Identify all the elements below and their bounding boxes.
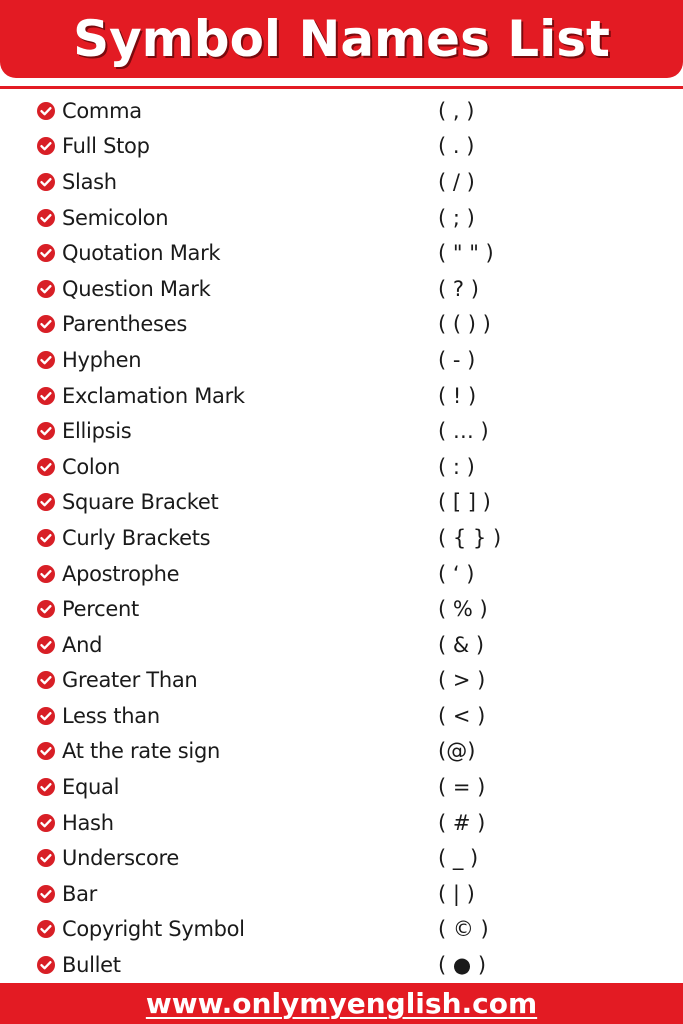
symbol-glyph: ( | ) <box>438 881 475 906</box>
list-item <box>0 947 683 983</box>
symbol-glyph: ( < ) <box>438 703 486 728</box>
list-item <box>0 129 683 165</box>
check-circle-icon <box>37 458 55 476</box>
check-circle-icon <box>37 565 55 583</box>
page-title: Symbol Names List <box>73 10 610 68</box>
check-circle-icon <box>37 387 55 405</box>
symbol-glyph: ( … ) <box>438 419 489 444</box>
list-item <box>0 876 683 912</box>
check-circle-icon <box>37 920 55 938</box>
symbol-glyph: ( ! ) <box>438 383 477 408</box>
list-item <box>0 485 683 521</box>
symbol-glyph: ( { } ) <box>438 525 502 550</box>
symbol-name: Less than <box>62 703 160 728</box>
list-item <box>0 378 683 414</box>
list-item <box>0 769 683 805</box>
list-item <box>0 200 683 236</box>
header-banner <box>0 0 683 78</box>
check-circle-icon <box>37 493 55 511</box>
list-item <box>0 307 683 343</box>
check-circle-icon <box>37 280 55 298</box>
list-item <box>0 591 683 627</box>
symbol-name: Percent <box>62 597 139 622</box>
symbol-glyph: ( . ) <box>438 134 475 159</box>
symbol-name: Bar <box>62 881 98 906</box>
symbol-name: Underscore <box>62 846 179 871</box>
symbol-name: And <box>62 632 103 657</box>
list-item <box>0 627 683 663</box>
symbol-name: Quotation Mark <box>62 241 221 266</box>
check-circle-icon <box>37 814 55 832</box>
list-item <box>0 93 683 129</box>
list-item <box>0 556 683 592</box>
website-link[interactable]: www.onlymyenglish.com <box>145 987 538 1020</box>
list-item <box>0 663 683 699</box>
symbol-glyph: ( " " ) <box>438 241 494 266</box>
check-circle-icon <box>37 636 55 654</box>
check-circle-icon <box>37 885 55 903</box>
symbol-name: Copyright Symbol <box>62 917 245 942</box>
list-item <box>0 840 683 876</box>
check-circle-icon <box>37 529 55 547</box>
symbol-glyph: ( & ) <box>438 632 485 657</box>
list-item <box>0 912 683 948</box>
symbol-glyph: ( _ ) <box>438 846 479 871</box>
symbol-name: Parentheses <box>62 312 187 337</box>
check-circle-icon <box>37 173 55 191</box>
symbol-name: Question Mark <box>62 276 211 301</box>
symbol-glyph: ( - ) <box>438 347 476 372</box>
symbol-glyph: (@) <box>438 739 476 764</box>
list-item <box>0 805 683 841</box>
check-circle-icon <box>37 209 55 227</box>
symbol-name: Colon <box>62 454 121 479</box>
symbol-glyph: ( ( ) ) <box>438 312 491 337</box>
list-item <box>0 520 683 556</box>
symbol-glyph: ( © ) <box>438 917 489 942</box>
symbol-name: Exclamation Mark <box>62 383 245 408</box>
symbol-name: Hash <box>62 810 114 835</box>
list-item <box>0 413 683 449</box>
check-circle-icon <box>37 671 55 689</box>
symbol-glyph: ( ● ) <box>438 953 487 978</box>
check-circle-icon <box>37 849 55 867</box>
symbol-glyph: ( % ) <box>438 597 488 622</box>
symbol-name: Square Bracket <box>62 490 219 515</box>
list-item <box>0 342 683 378</box>
symbol-name: Apostrophe <box>62 561 180 586</box>
header-divider <box>0 86 683 89</box>
check-circle-icon <box>37 778 55 796</box>
check-circle-icon <box>37 102 55 120</box>
list-item <box>0 734 683 770</box>
list-item <box>0 235 683 271</box>
symbol-glyph: ( ; ) <box>438 205 475 230</box>
symbol-glyph: ( > ) <box>438 668 486 693</box>
symbol-name: Equal <box>62 775 120 800</box>
symbol-name: Curly Brackets <box>62 525 211 550</box>
symbol-glyph: ( , ) <box>438 98 475 123</box>
symbol-glyph: ( = ) <box>438 775 486 800</box>
symbol-name: Semicolon <box>62 205 169 230</box>
check-circle-icon <box>37 137 55 155</box>
symbol-name: Hyphen <box>62 347 142 372</box>
check-circle-icon <box>37 422 55 440</box>
symbol-glyph: ( ? ) <box>438 276 479 301</box>
check-circle-icon <box>37 315 55 333</box>
check-circle-icon <box>37 244 55 262</box>
symbol-glyph: ( / ) <box>438 169 475 194</box>
check-circle-icon <box>37 351 55 369</box>
check-circle-icon <box>37 742 55 760</box>
symbol-name: Greater Than <box>62 668 198 693</box>
symbol-name: Bullet <box>62 953 121 978</box>
footer-banner <box>0 983 683 1024</box>
symbol-name: Slash <box>62 169 117 194</box>
list-item <box>0 271 683 307</box>
symbol-name: Comma <box>62 98 142 123</box>
check-circle-icon <box>37 956 55 974</box>
symbol-glyph: ( ‘ ) <box>438 561 475 586</box>
symbol-list <box>0 93 683 983</box>
check-circle-icon <box>37 707 55 725</box>
symbol-glyph: ( : ) <box>438 454 475 479</box>
symbol-glyph: ( # ) <box>438 810 486 835</box>
check-circle-icon <box>37 600 55 618</box>
list-item <box>0 698 683 734</box>
symbol-name: At the rate sign <box>62 739 220 764</box>
symbol-name: Ellipsis <box>62 419 132 444</box>
list-item <box>0 449 683 485</box>
list-item <box>0 164 683 200</box>
symbol-name: Full Stop <box>62 134 150 159</box>
symbol-glyph: ( [ ] ) <box>438 490 491 515</box>
